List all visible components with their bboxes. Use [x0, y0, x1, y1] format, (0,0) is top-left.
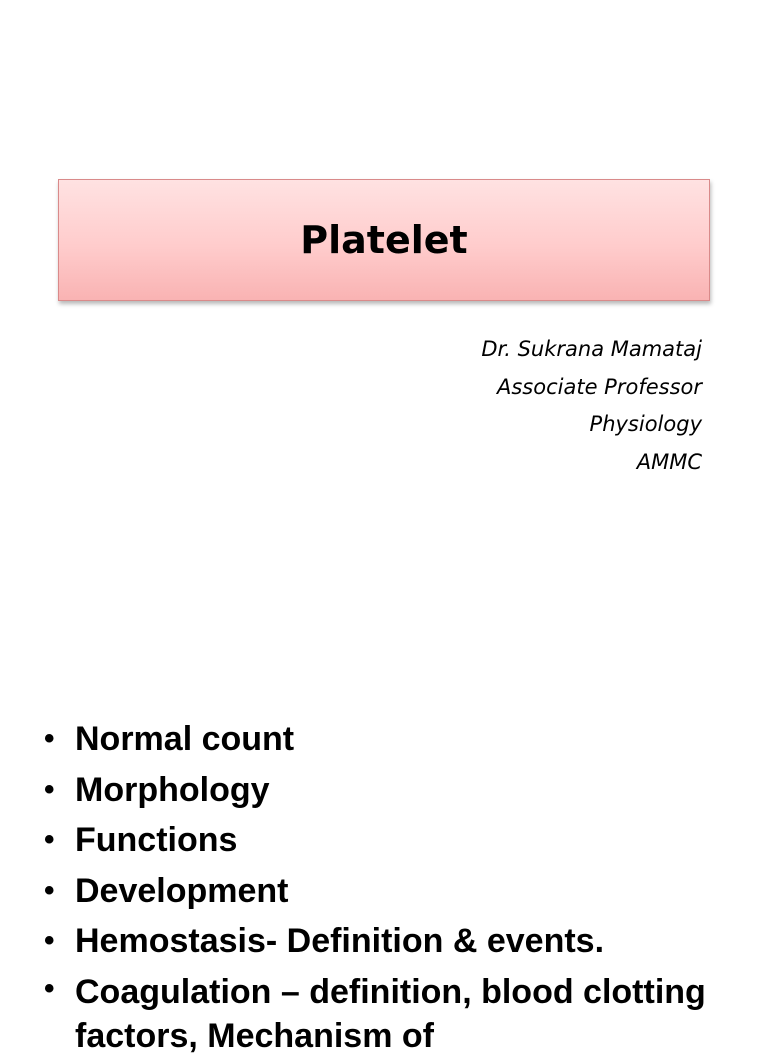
- bullet-icon: •: [44, 823, 55, 856]
- list-item: [44, 815, 734, 866]
- list-item: [44, 765, 734, 816]
- bullet-icon: •: [44, 971, 55, 1005]
- list-item-text: Morphology: [75, 770, 270, 809]
- list-item-text: Development: [75, 871, 289, 910]
- author-name: Dr. Sukrana Mamataj: [481, 337, 702, 361]
- list-item: [44, 714, 734, 765]
- list-item-text: Normal count: [75, 720, 295, 758]
- author-position: Associate Professor: [497, 374, 702, 399]
- bullet-icon: •: [44, 722, 55, 755]
- author-department: Physiology: [589, 412, 702, 436]
- bullet-icon: •: [44, 772, 55, 806]
- topic-list: [44, 714, 734, 1058]
- bullet-icon: •: [44, 873, 55, 907]
- list-item: [44, 866, 734, 917]
- list-item-text: Hemostasis- Definition & events.: [75, 922, 605, 960]
- list-item-text: Coagulation – definition, blood clotting factors, Mechanism of: [75, 972, 706, 1055]
- list-item: [44, 967, 734, 1058]
- list-item-text: Functions: [75, 821, 238, 859]
- slide-title: Platelet: [300, 218, 468, 262]
- list-item: [44, 916, 734, 967]
- bullet-icon: •: [44, 924, 55, 957]
- author-institution: AMMC: [636, 449, 702, 474]
- author-block: [481, 331, 702, 481]
- title-box: [58, 179, 710, 301]
